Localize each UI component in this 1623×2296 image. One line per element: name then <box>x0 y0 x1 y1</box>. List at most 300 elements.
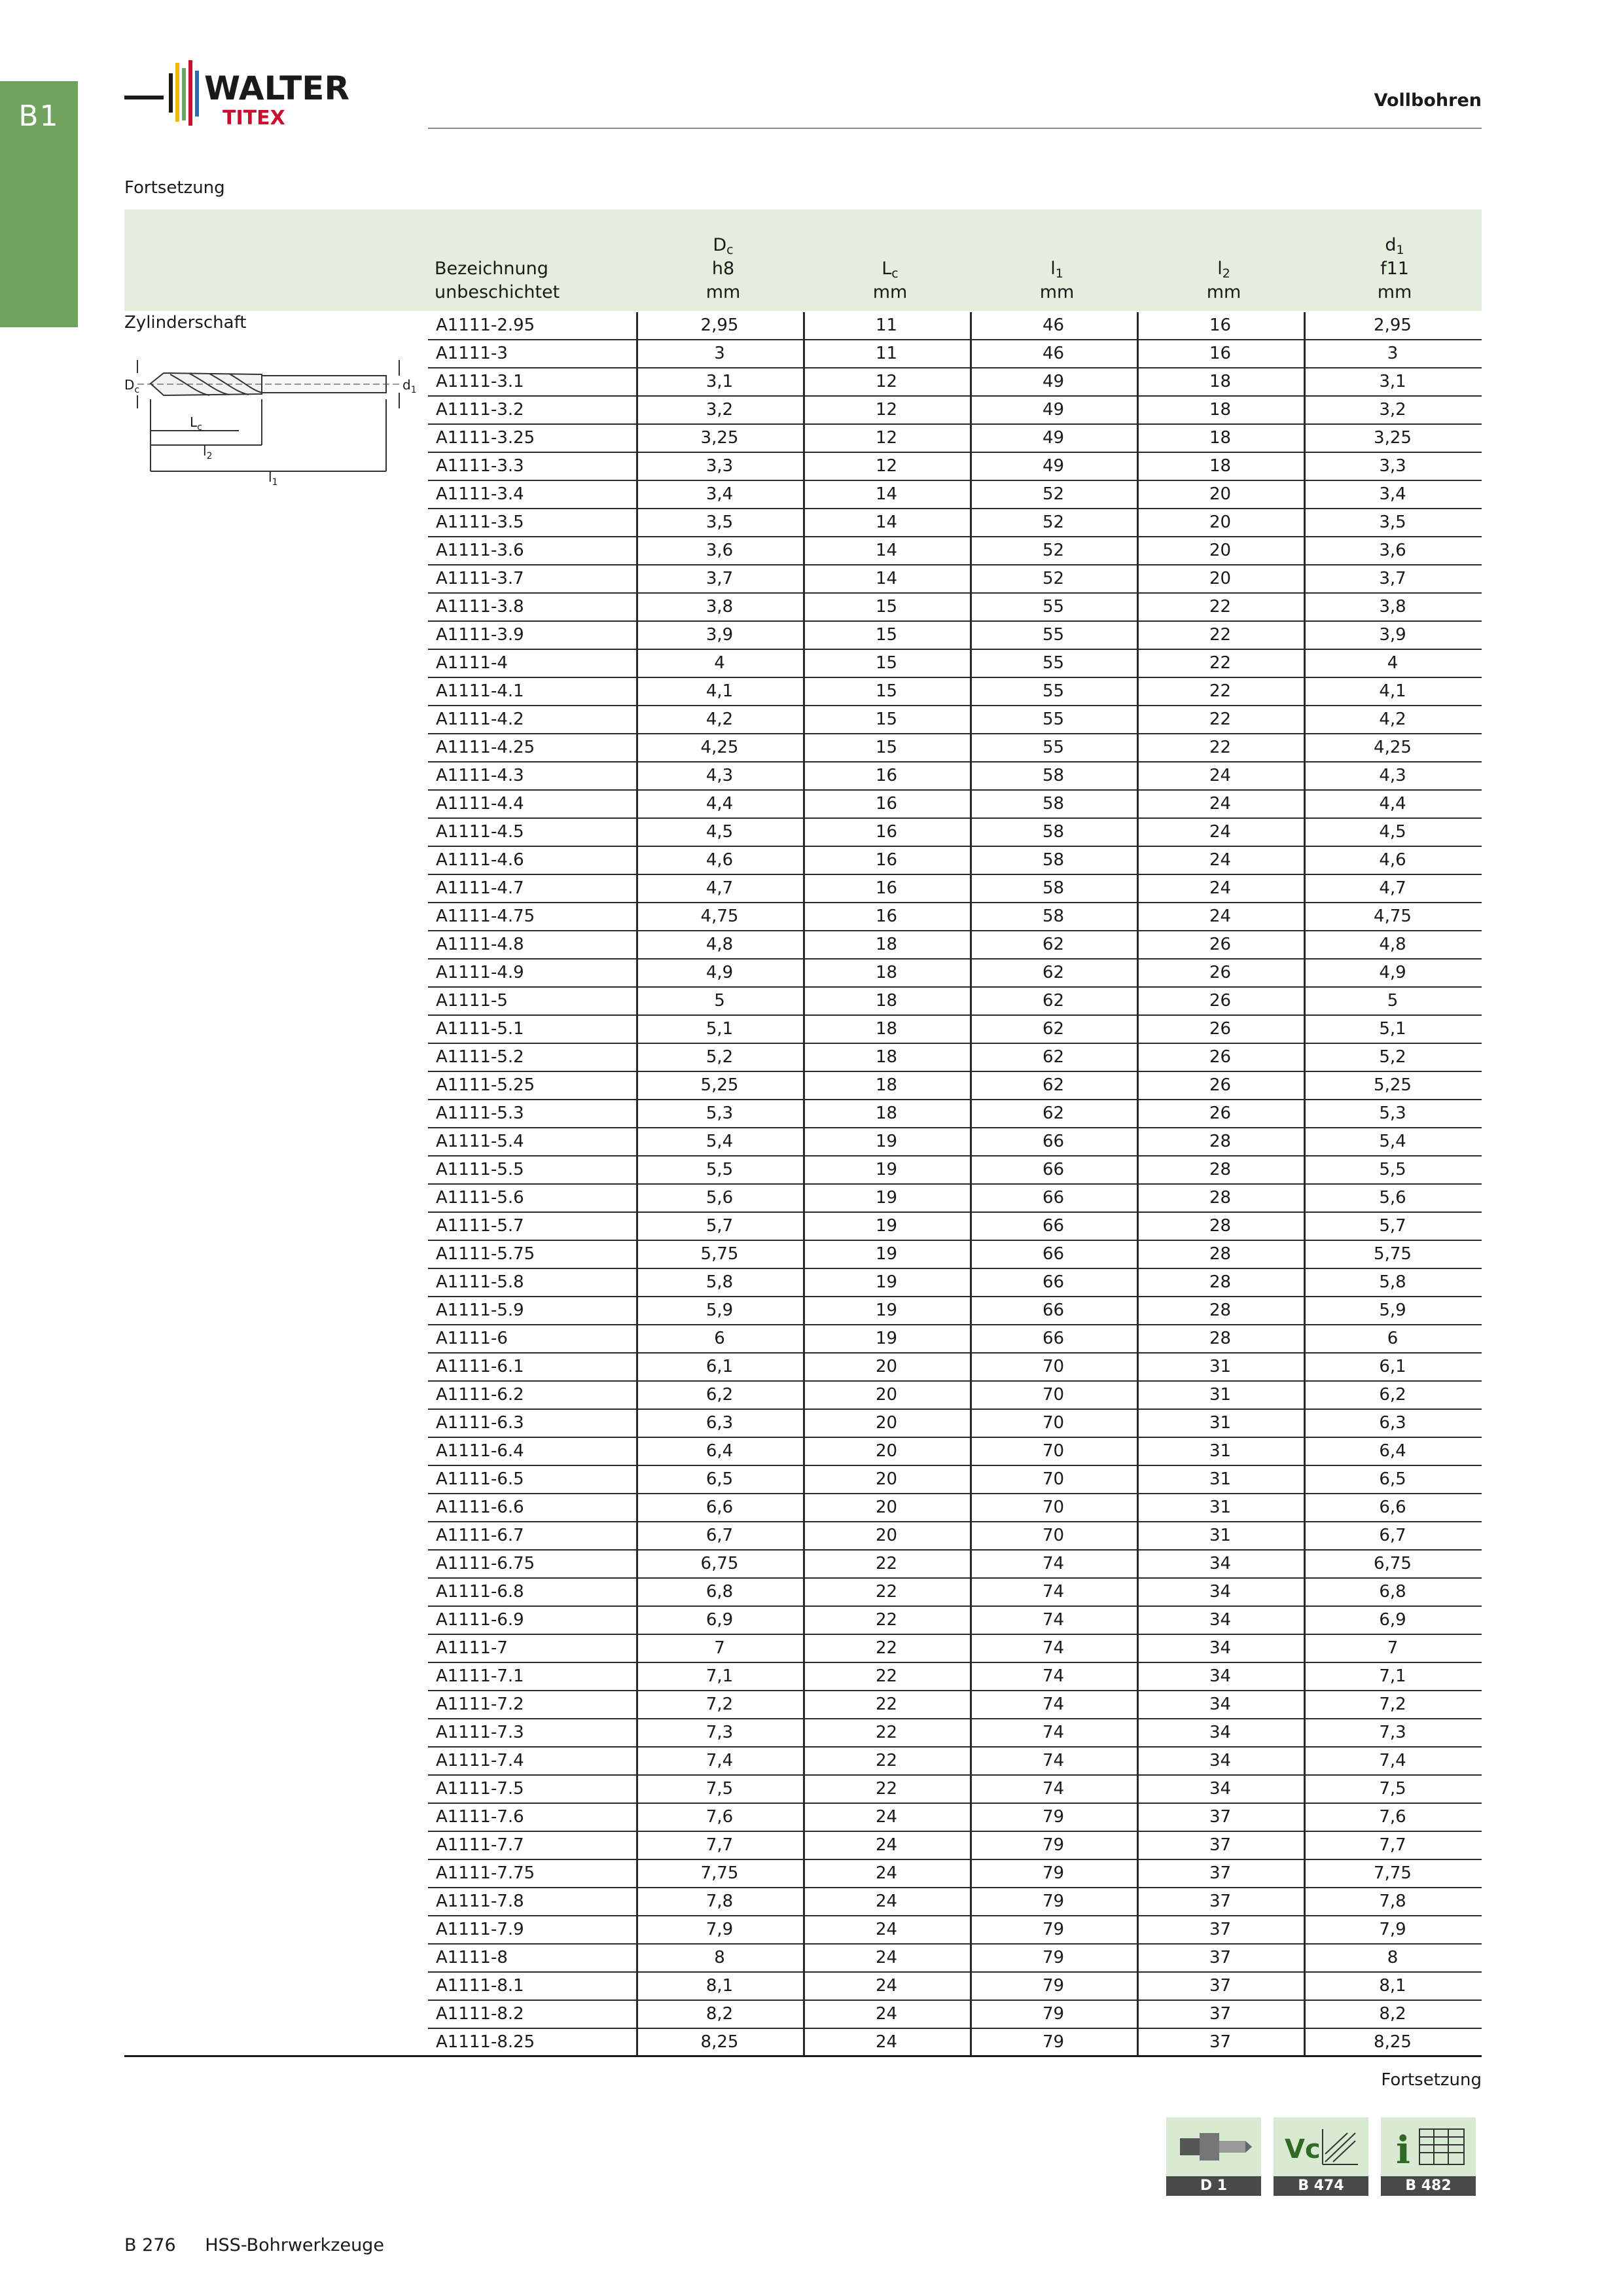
cell-lc: 24 <box>875 1835 898 1855</box>
cell-l1: 79 <box>1042 2032 1065 2052</box>
cell-l2: 24 <box>1209 822 1232 842</box>
cell-dc: 7,5 <box>705 1779 734 1799</box>
cell-l1: 58 <box>1042 822 1065 842</box>
cell-designation: A1111-4.2 <box>436 709 524 729</box>
table-row <box>428 1213 1482 1241</box>
cell-dc: 4,8 <box>705 935 734 954</box>
cell-l2: 18 <box>1209 400 1232 420</box>
table-row <box>428 622 1482 650</box>
cell-l1: 74 <box>1042 1638 1065 1658</box>
cell-d1: 4,7 <box>1379 878 1406 898</box>
cell-l2: 24 <box>1209 906 1232 926</box>
cell-l2: 22 <box>1209 653 1232 673</box>
cell-l1: 52 <box>1042 484 1065 504</box>
cell-l2: 31 <box>1209 1385 1232 1405</box>
cell-lc: 18 <box>875 1103 898 1123</box>
column-divider <box>1304 312 1306 2056</box>
column-divider <box>1137 312 1139 2056</box>
cell-d1: 3,3 <box>1379 456 1406 476</box>
column-divider <box>803 312 805 2056</box>
header-l2: $l_2$ mm <box>1206 259 1241 302</box>
cell-d1: 5,6 <box>1379 1188 1406 1208</box>
cell-lc: 12 <box>875 428 898 448</box>
cell-dc: 2,95 <box>700 315 739 335</box>
cell-lc: 16 <box>875 766 898 785</box>
table-row <box>428 1382 1482 1410</box>
cell-dc: 8,25 <box>700 2032 739 2052</box>
page-footer <box>124 2235 408 2255</box>
table-row <box>428 312 1482 340</box>
cell-d1: 4,2 <box>1379 709 1406 729</box>
cell-designation: A1111-5.25 <box>436 1075 535 1095</box>
cell-designation: A1111-8.2 <box>436 2004 524 2024</box>
cell-designation: A1111-3 <box>436 344 508 363</box>
cell-l1: 70 <box>1042 1357 1065 1376</box>
cell-l2: 34 <box>1209 1666 1232 1686</box>
cell-l2: 28 <box>1209 1300 1232 1320</box>
cell-l1: 62 <box>1042 963 1065 982</box>
cell-d1: 5,4 <box>1379 1132 1406 1151</box>
cell-dc: 8 <box>714 1948 725 1967</box>
cell-designation: A1111-7.3 <box>436 1723 524 1742</box>
cell-lc: 11 <box>875 315 898 335</box>
drill-dimension-drawing <box>124 340 417 491</box>
cell-designation: A1111-3.4 <box>436 484 524 504</box>
cell-d1: 3,8 <box>1379 597 1406 617</box>
cell-dc: 3,3 <box>705 456 734 476</box>
cell-l1: 79 <box>1042 1976 1065 1996</box>
cell-lc: 18 <box>875 1075 898 1095</box>
svg-text:l1: $l_1$ <box>268 469 278 488</box>
cell-designation: A1111-5.5 <box>436 1160 524 1179</box>
cell-l1: 79 <box>1042 1863 1065 1883</box>
cell-l1: 49 <box>1042 400 1065 420</box>
cell-designation: A1111-6.1 <box>436 1357 524 1376</box>
cell-d1: 6,8 <box>1379 1582 1406 1602</box>
cell-designation: A1111-7 <box>436 1638 508 1658</box>
cell-l2: 24 <box>1209 766 1232 785</box>
cell-l1: 66 <box>1042 1160 1065 1179</box>
cell-d1: 6,7 <box>1379 1526 1406 1545</box>
cell-lc: 16 <box>875 906 898 926</box>
cell-l2: 18 <box>1209 456 1232 476</box>
cell-lc: 22 <box>875 1695 898 1714</box>
cell-d1: 7,1 <box>1379 1666 1406 1686</box>
cell-dc: 3,25 <box>700 428 739 448</box>
cell-l2: 28 <box>1209 1216 1232 1236</box>
table-row <box>428 1466 1482 1494</box>
cell-l2: 26 <box>1209 991 1232 1011</box>
cell-d1: 4,6 <box>1379 850 1406 870</box>
cell-d1: 5,5 <box>1379 1160 1406 1179</box>
cell-designation: A1111-4.8 <box>436 935 524 954</box>
cell-l1: 62 <box>1042 1019 1065 1039</box>
cell-d1: 7,75 <box>1374 1863 1412 1883</box>
table-row <box>428 1551 1482 1579</box>
cell-l2: 26 <box>1209 1075 1232 1095</box>
cell-l1: 70 <box>1042 1469 1065 1489</box>
cell-l2: 24 <box>1209 850 1232 870</box>
cell-dc: 7 <box>714 1638 725 1658</box>
cell-dc: 5,8 <box>705 1272 734 1292</box>
cell-lc: 24 <box>875 1863 898 1883</box>
cell-l2: 28 <box>1209 1244 1232 1264</box>
cell-d1: 7,4 <box>1379 1751 1406 1770</box>
cell-dc: 3,8 <box>705 597 734 617</box>
cell-l1: 74 <box>1042 1666 1065 1686</box>
cell-l2: 37 <box>1209 2032 1232 2052</box>
cell-l1: 55 <box>1042 597 1065 617</box>
cell-dc: 6,75 <box>700 1554 739 1573</box>
cell-l2: 26 <box>1209 1019 1232 1039</box>
cell-d1: 3 <box>1387 344 1399 363</box>
cell-l1: 79 <box>1042 1835 1065 1855</box>
cell-l2: 26 <box>1209 935 1232 954</box>
cell-lc: 18 <box>875 935 898 954</box>
cell-dc: 6,4 <box>705 1441 734 1461</box>
table-row <box>428 1522 1482 1551</box>
cell-l1: 70 <box>1042 1526 1065 1545</box>
table-row <box>428 2029 1482 2057</box>
cell-l2: 18 <box>1209 428 1232 448</box>
section-title: Vollbohren <box>1374 90 1482 111</box>
cell-d1: 5,1 <box>1379 1019 1406 1039</box>
svg-text:l2: $l_2$ <box>203 443 213 461</box>
cell-l2: 22 <box>1209 625 1232 645</box>
cell-l2: 34 <box>1209 1779 1232 1799</box>
cell-designation: A1111-7.6 <box>436 1807 524 1827</box>
table-row <box>428 875 1482 903</box>
cell-lc: 24 <box>875 1892 898 1911</box>
cell-designation: A1111-6.2 <box>436 1385 524 1405</box>
cell-d1: 7 <box>1387 1638 1399 1658</box>
cell-dc: 4,75 <box>700 906 739 926</box>
table-row <box>428 1185 1482 1213</box>
cell-l2: 34 <box>1209 1695 1232 1714</box>
cell-lc: 19 <box>875 1244 898 1264</box>
cell-l2: 31 <box>1209 1526 1232 1545</box>
cell-designation: A1111-6.9 <box>436 1610 524 1630</box>
cell-l2: 20 <box>1209 484 1232 504</box>
cell-l2: 34 <box>1209 1638 1232 1658</box>
cell-l2: 16 <box>1209 315 1232 335</box>
cell-lc: 18 <box>875 1047 898 1067</box>
page-number: B 276 <box>124 2235 176 2255</box>
cell-dc: 7,7 <box>705 1835 734 1855</box>
svg-text:Lc: $L_c$ <box>190 414 202 433</box>
cell-l2: 37 <box>1209 2004 1232 2024</box>
logo-text: WALTER <box>204 69 349 107</box>
cell-dc: 7,1 <box>705 1666 734 1686</box>
cell-designation: A1111-5.9 <box>436 1300 524 1320</box>
table-row <box>428 1325 1482 1354</box>
reference-b474[interactable] <box>1274 2117 1368 2196</box>
cell-l1: 55 <box>1042 625 1065 645</box>
cell-designation: A1111-3.2 <box>436 400 524 420</box>
cell-lc: 14 <box>875 569 898 588</box>
cell-dc: 3,4 <box>705 484 734 504</box>
cell-l1: 62 <box>1042 1047 1065 1067</box>
table-row <box>428 931 1482 960</box>
cell-d1: 4,5 <box>1379 822 1406 842</box>
cell-l2: 28 <box>1209 1272 1232 1292</box>
cell-lc: 16 <box>875 794 898 814</box>
cell-l1: 49 <box>1042 456 1065 476</box>
cell-lc: 16 <box>875 822 898 842</box>
cell-l2: 20 <box>1209 541 1232 560</box>
cell-lc: 15 <box>875 653 898 673</box>
cell-designation: A1111-5.75 <box>436 1244 535 1264</box>
cell-lc: 16 <box>875 850 898 870</box>
cell-d1: 3,7 <box>1379 569 1406 588</box>
cell-dc: 3 <box>714 344 725 363</box>
table-row <box>428 1044 1482 1072</box>
table-row <box>428 1410 1482 1438</box>
cell-designation: A1111-7.9 <box>436 1920 524 1939</box>
cell-dc: 3,1 <box>705 372 734 391</box>
table-row <box>428 1354 1482 1382</box>
cell-l1: 55 <box>1042 738 1065 757</box>
cell-l1: 49 <box>1042 428 1065 448</box>
cell-l1: 58 <box>1042 878 1065 898</box>
cell-l2: 34 <box>1209 1610 1232 1630</box>
cell-designation: A1111-3.25 <box>436 428 535 448</box>
cell-l1: 52 <box>1042 512 1065 532</box>
cell-lc: 12 <box>875 400 898 420</box>
cell-designation: A1111-3.6 <box>436 541 524 560</box>
table-header <box>124 209 1482 311</box>
table-row <box>428 1719 1482 1748</box>
table-row <box>428 791 1482 819</box>
cell-dc: 7,75 <box>700 1863 739 1883</box>
cell-designation: A1111-8.25 <box>436 2032 535 2052</box>
cell-lc: 15 <box>875 625 898 645</box>
cell-lc: 22 <box>875 1723 898 1742</box>
cell-l1: 66 <box>1042 1216 1065 1236</box>
cell-lc: 19 <box>875 1160 898 1179</box>
cell-designation: A1111-7.4 <box>436 1751 524 1770</box>
cell-d1: 4 <box>1387 653 1399 673</box>
cell-l1: 79 <box>1042 1920 1065 1939</box>
svg-text:Dc: $D_c$ <box>124 377 140 395</box>
cell-dc: 5,2 <box>705 1047 734 1067</box>
cell-designation: A1111-5.4 <box>436 1132 524 1151</box>
cell-designation: A1111-3.3 <box>436 456 524 476</box>
cell-l2: 26 <box>1209 1103 1232 1123</box>
cell-lc: 22 <box>875 1554 898 1573</box>
cell-designation: A1111-8 <box>436 1948 508 1967</box>
cell-designation: A1111-5.7 <box>436 1216 524 1236</box>
table-row <box>428 988 1482 1016</box>
cell-l2: 16 <box>1209 344 1232 363</box>
cell-d1: 5,2 <box>1379 1047 1406 1067</box>
cell-lc: 20 <box>875 1469 898 1489</box>
table-row <box>428 1607 1482 1635</box>
cell-lc: 22 <box>875 1610 898 1630</box>
cell-l1: 70 <box>1042 1413 1065 1433</box>
cell-lc: 19 <box>875 1216 898 1236</box>
cell-l1: 46 <box>1042 315 1065 335</box>
cell-lc: 15 <box>875 681 898 701</box>
cell-lc: 12 <box>875 372 898 391</box>
cell-l2: 24 <box>1209 794 1232 814</box>
cell-designation: A1111-3.1 <box>436 372 524 391</box>
cell-lc: 16 <box>875 878 898 898</box>
cell-l2: 31 <box>1209 1357 1232 1376</box>
cell-l1: 58 <box>1042 850 1065 870</box>
cell-dc: 6,8 <box>705 1582 734 1602</box>
cell-designation: A1111-3.5 <box>436 512 524 532</box>
cell-l1: 74 <box>1042 1751 1065 1770</box>
cell-designation: A1111-6.6 <box>436 1498 524 1517</box>
table-row <box>428 706 1482 734</box>
cell-dc: 5,9 <box>705 1300 734 1320</box>
cutting-speed-chart-icon <box>1274 2117 1368 2176</box>
table-row <box>428 762 1482 791</box>
table-row <box>428 1973 1482 2001</box>
cell-dc: 3,9 <box>705 625 734 645</box>
cell-dc: 5,7 <box>705 1216 734 1236</box>
table-row <box>428 1748 1482 1776</box>
cell-designation: A1111-8.1 <box>436 1976 524 1996</box>
cell-d1: 8,25 <box>1374 2032 1412 2052</box>
cell-dc: 4,25 <box>700 738 739 757</box>
cell-dc: 4,5 <box>705 822 734 842</box>
cell-l2: 20 <box>1209 512 1232 532</box>
cell-l1: 55 <box>1042 681 1065 701</box>
table-row <box>428 453 1482 481</box>
cell-dc: 5,1 <box>705 1019 734 1039</box>
cell-l2: 37 <box>1209 1920 1232 1939</box>
cell-l2: 31 <box>1209 1441 1232 1461</box>
cell-d1: 3,9 <box>1379 625 1406 645</box>
cell-designation: A1111-6 <box>436 1329 508 1348</box>
cell-dc: 5,4 <box>705 1132 734 1151</box>
cell-lc: 20 <box>875 1526 898 1545</box>
reference-b482[interactable] <box>1381 2117 1476 2196</box>
cell-l2: 28 <box>1209 1188 1232 1208</box>
reference-d1[interactable] <box>1166 2117 1261 2196</box>
cell-dc: 3,6 <box>705 541 734 560</box>
chapter-tab <box>0 81 78 327</box>
cell-lc: 22 <box>875 1666 898 1686</box>
table-row <box>428 2001 1482 2029</box>
cell-designation: A1111-4.3 <box>436 766 524 785</box>
info-table-icon <box>1381 2117 1476 2176</box>
cell-d1: 7,6 <box>1379 1807 1406 1827</box>
table-row <box>428 1072 1482 1100</box>
cell-designation: A1111-4.9 <box>436 963 524 982</box>
cell-d1: 6,5 <box>1379 1469 1406 1489</box>
table-row <box>428 960 1482 988</box>
table-row <box>428 397 1482 425</box>
cell-l2: 24 <box>1209 878 1232 898</box>
cell-lc: 20 <box>875 1413 898 1433</box>
table-row <box>428 819 1482 847</box>
cell-designation: A1111-7.5 <box>436 1779 524 1799</box>
column-divider <box>970 312 972 2056</box>
cell-l1: 66 <box>1042 1300 1065 1320</box>
cell-l1: 79 <box>1042 2004 1065 2024</box>
cell-d1: 6,3 <box>1379 1413 1406 1433</box>
cell-d1: 6,6 <box>1379 1498 1406 1517</box>
cell-l1: 55 <box>1042 709 1065 729</box>
cell-d1: 3,25 <box>1374 428 1412 448</box>
cell-lc: 19 <box>875 1272 898 1292</box>
cell-dc: 6,9 <box>705 1610 734 1630</box>
cell-l1: 58 <box>1042 906 1065 926</box>
table-row <box>428 1776 1482 1804</box>
table-row <box>428 1241 1482 1269</box>
table-row <box>428 1832 1482 1860</box>
cell-d1: 8 <box>1387 1948 1399 1967</box>
cell-lc: 24 <box>875 1948 898 1967</box>
table-row <box>428 1016 1482 1044</box>
cell-lc: 22 <box>875 1638 898 1658</box>
cell-l1: 46 <box>1042 344 1065 363</box>
cell-d1: 5,3 <box>1379 1103 1406 1123</box>
cell-l1: 70 <box>1042 1441 1065 1461</box>
cell-designation: A1111-3.9 <box>436 625 524 645</box>
cell-l1: 66 <box>1042 1272 1065 1292</box>
table-row <box>428 594 1482 622</box>
cell-l2: 22 <box>1209 738 1232 757</box>
cell-designation: A1111-4.75 <box>436 906 535 926</box>
cell-lc: 14 <box>875 512 898 532</box>
cell-designation: A1111-6.75 <box>436 1554 535 1573</box>
cell-lc: 24 <box>875 1976 898 1996</box>
cell-dc: 4,3 <box>705 766 734 785</box>
cell-l1: 66 <box>1042 1329 1065 1348</box>
cell-d1: 6,1 <box>1379 1357 1406 1376</box>
cell-lc: 19 <box>875 1188 898 1208</box>
cell-designation: A1111-6.5 <box>436 1469 524 1489</box>
cell-l1: 79 <box>1042 1807 1065 1827</box>
table-row <box>428 1635 1482 1663</box>
cell-dc: 3,2 <box>705 400 734 420</box>
cell-d1: 5,9 <box>1379 1300 1406 1320</box>
reference-label: B 482 <box>1381 2176 1476 2196</box>
cell-l1: 58 <box>1042 766 1065 785</box>
cell-designation: A1111-4.25 <box>436 738 535 757</box>
cell-l1: 66 <box>1042 1132 1065 1151</box>
cell-d1: 5,75 <box>1374 1244 1412 1264</box>
cell-dc: 4,1 <box>705 681 734 701</box>
cell-d1: 7,3 <box>1379 1723 1406 1742</box>
cell-dc: 7,6 <box>705 1807 734 1827</box>
drill-table <box>428 312 1482 2057</box>
table-row <box>428 1100 1482 1128</box>
cell-dc: 3,7 <box>705 569 734 588</box>
cell-d1: 4,75 <box>1374 906 1412 926</box>
cell-l2: 28 <box>1209 1132 1232 1151</box>
cell-dc: 5,6 <box>705 1188 734 1208</box>
header-d1: $d_1$ f11 mm <box>1377 235 1412 302</box>
cell-lc: 18 <box>875 1019 898 1039</box>
logo-subtext: TITEX <box>223 107 285 130</box>
table-row <box>428 1804 1482 1832</box>
cell-dc: 5,5 <box>705 1160 734 1179</box>
cell-l2: 37 <box>1209 1892 1232 1911</box>
cell-d1: 4,9 <box>1379 963 1406 982</box>
cell-l2: 20 <box>1209 569 1232 588</box>
cell-lc: 15 <box>875 597 898 617</box>
cell-designation: A1111-4.4 <box>436 794 524 814</box>
table-row <box>428 1888 1482 1916</box>
cell-lc: 24 <box>875 2032 898 2052</box>
cell-l1: 66 <box>1042 1244 1065 1264</box>
cell-lc: 24 <box>875 2004 898 2024</box>
